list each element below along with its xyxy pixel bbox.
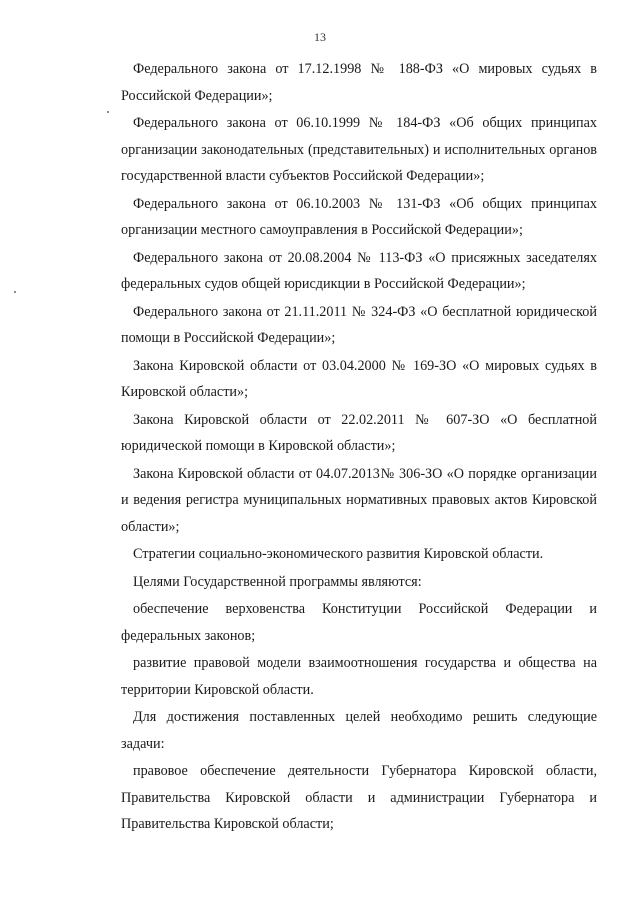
paragraph-task-legal-support: правовое обеспечение деятельности Губернатора Кировской области, Правительства Кировской области и администрации Губернатора и Правительства Кировской области; bbox=[121, 763, 597, 832]
paragraph-fz-131: Федерального закона от 06.10.2003 № 131-ФЗ «Об общих принципах организации местного самоуправления в Российской Федерации»; bbox=[121, 195, 597, 238]
document-body bbox=[121, 56, 597, 838]
paragraph-zo-169: Закона Кировской области от 03.04.2000 № 169-ЗО «О мировых судьях в Кировской области»; bbox=[121, 357, 597, 400]
paragraph-zo-306: Закона Кировской области от 04.07.2013№ 306-ЗО «О порядке организации и ведения регистра муниципальных нормативных правовых актов Кировской области»; bbox=[121, 465, 597, 535]
scan-speck bbox=[14, 291, 16, 293]
paragraph-goal-constitution: обеспечение верховенства Конституции Российской Федерации и федеральных законов; bbox=[121, 601, 597, 644]
scan-speck bbox=[107, 111, 109, 113]
paragraph-fz-184: Федерального закона от 06.10.1999 № 184-ФЗ «Об общих принципах организации законодательных (представительных) и исполнительных органов государственной власти субъектов Российской Федерации»; bbox=[121, 115, 597, 184]
paragraph-tasks-heading: Для достижения поставленных целей необходимо решить следующие задачи: bbox=[121, 709, 597, 752]
paragraph-fz-324: Федерального закона от 21.11.2011 № 324-ФЗ «О бесплатной юридической помощи в Российской Федерации»; bbox=[121, 303, 597, 346]
paragraph-fz-113: Федерального закона от 20.08.2004 № 113-ФЗ «О присяжных заседателях федеральных судов общей юрисдикции в Российской Федерации»; bbox=[121, 249, 597, 292]
paragraph-goal-legal-model: развитие правовой модели взаимоотношения государства и общества на территории Кировской области. bbox=[121, 655, 597, 698]
page-number: 13 bbox=[314, 30, 326, 44]
paragraph-fz-188: Федерального закона от 17.12.1998 № 188-ФЗ «О мировых судьях в Российской Федерации»; bbox=[121, 61, 597, 104]
paragraph-strategy: Стратегии социально-экономического развития Кировской области. bbox=[133, 546, 544, 562]
paragraph-goals-heading: Целями Государственной программы являются: bbox=[133, 573, 422, 590]
paragraph-zo-607: Закона Кировской области от 22.02.2011 № 607-ЗО «О бесплатной юридической помощи в Кировской области»; bbox=[121, 411, 597, 454]
